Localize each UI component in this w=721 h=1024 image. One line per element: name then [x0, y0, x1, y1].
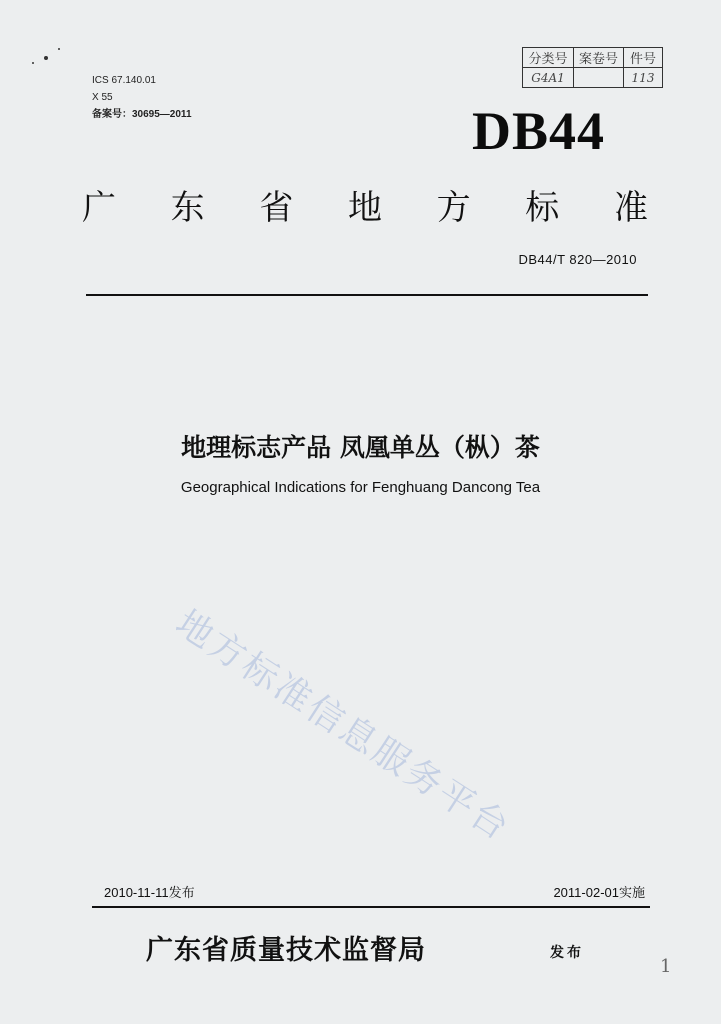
- filing-number: 备案号：30695—2011: [92, 109, 192, 120]
- standard-code: DB44/T 820—2010: [518, 252, 637, 267]
- classification-meta: [92, 72, 192, 123]
- stamp-header-item: 件号: [624, 48, 663, 68]
- standard-prefix: DB44: [471, 101, 605, 161]
- stamp-header-category: 分类号: [523, 48, 574, 68]
- title-char: 省: [259, 188, 294, 228]
- title-char: 东: [170, 188, 205, 228]
- page-mark: 1: [660, 956, 672, 977]
- header-divider: [86, 294, 648, 296]
- issue-date: 2010-11-11发布: [104, 885, 195, 900]
- title-char: 准: [613, 188, 648, 228]
- document-title-chinese: 地理标志产品 凤凰单丛（枞）茶: [181, 433, 540, 462]
- title-char: 地: [347, 188, 382, 228]
- title-char: 方: [436, 188, 471, 228]
- implementation-date: 2011-02-01实施: [553, 885, 645, 900]
- stamp-value-item: 113: [624, 68, 663, 88]
- archive-stamp: [522, 47, 663, 88]
- title-char: 标: [525, 188, 560, 228]
- watermark: 地方标准信息服务平台: [168, 602, 518, 850]
- stamp-value-category: G4A1: [523, 68, 574, 88]
- stamp-value-file: [574, 68, 624, 88]
- footer-divider: [92, 906, 650, 908]
- ics-code: ICS 67.140.01: [92, 75, 156, 86]
- issuer-suffix: 发布: [550, 945, 584, 961]
- stamp-header-file: 案卷号: [574, 48, 624, 68]
- issuing-authority: 广东省质量技术监督局: [146, 935, 426, 966]
- document-title-english: Geographical Indications for Fenghuang Dancong Tea: [180, 479, 541, 496]
- standard-type-title: [82, 180, 648, 229]
- title-char: 广: [82, 188, 116, 228]
- class-code: X 55: [92, 92, 113, 103]
